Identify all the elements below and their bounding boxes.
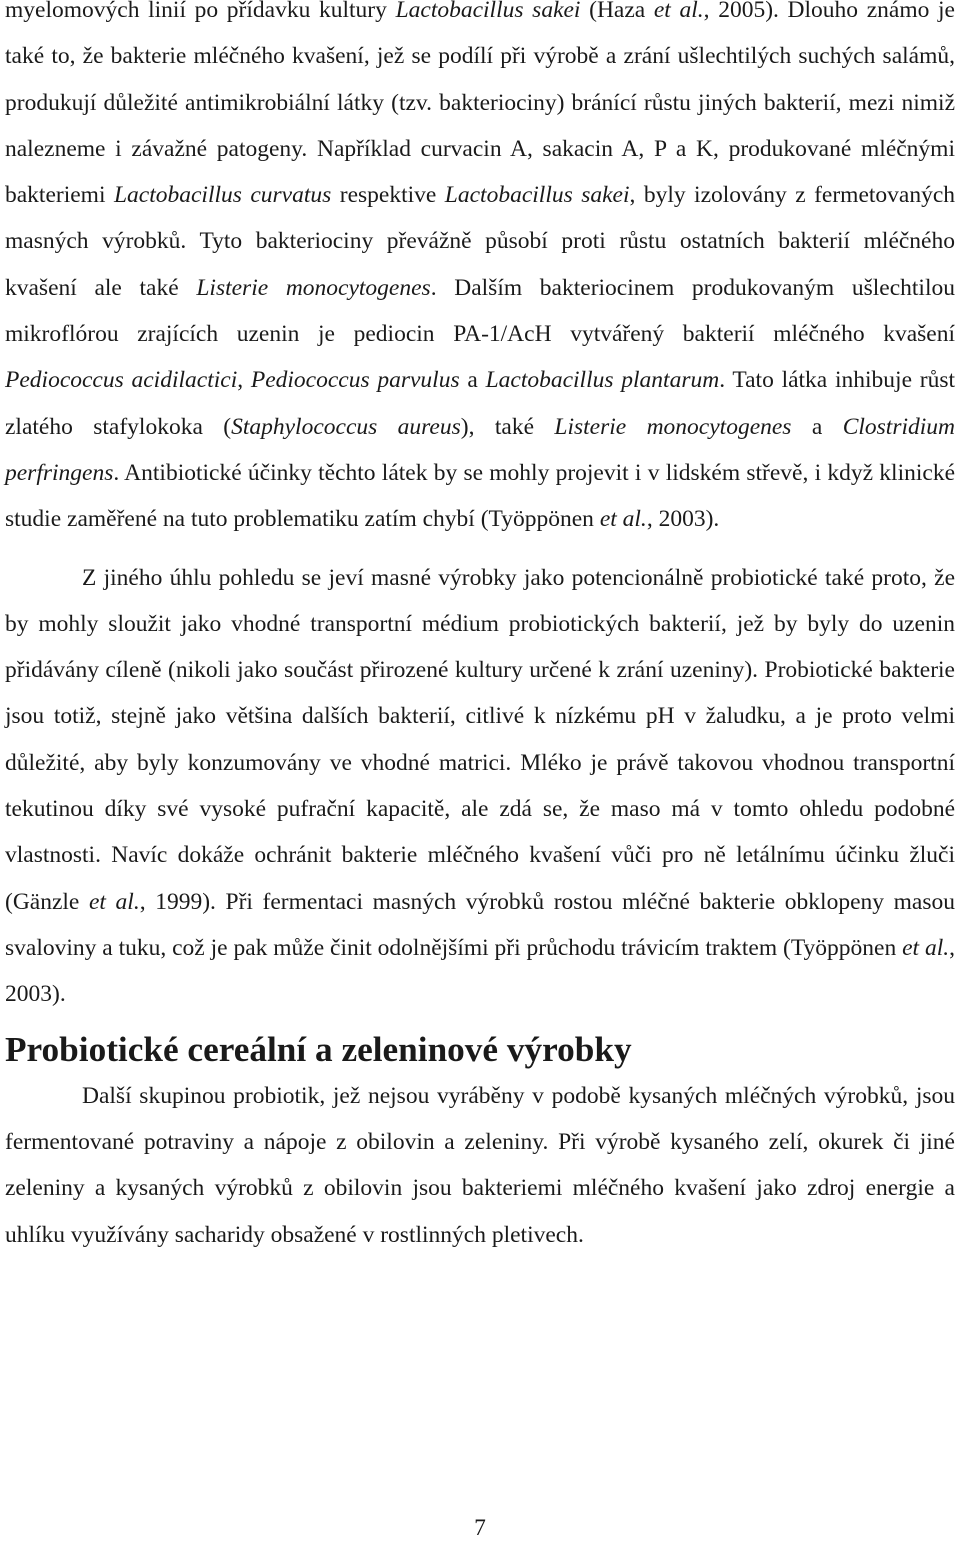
section-heading: Probiotické cereální a zeleninové výrobky [5,1029,632,1069]
text-run: . Antibiotické účinky těchto látek by se mohly projevit i v lidském střevě, i když klinické studie zaměřené na tuto problematiku zatím chybí (Työppönen [5,459,955,533]
italic-text-run: Lactobacillus curvatus [113,182,332,209]
text-run: . Dalším bakteriocinem produkovaným ušlechtilou mikroflórou zrajících uzenin je pediocin PA-1/AcH vytvářený bakterií mléčného kvašení [5,274,955,348]
italic-text-run: et al. [653,0,704,23]
paragraph-cereal-vegetable [5,1073,955,1258]
italic-text-run: Listerie monocytogenes [554,413,792,440]
italic-text-run: et al. [88,888,140,915]
text-run: , byly izolovány z fermetovaných masných výrobků. Tyto bakteriociny převážně působí proti růstu ostatních bakterií mléčného kvašení ale také [5,182,956,301]
text-run: a [791,413,843,440]
text-run: , 2003). [646,506,720,533]
italic-text-run: Lactobacillus sakei [395,0,581,23]
italic-text-run: Pediococcus parvulus [250,367,460,394]
text-run: , 2003). [5,934,955,1008]
text-run: , 2005). Dlouho známo je také to, že bakterie mléčného kvašení, jež se podílí při výrobě a zrání ušlechtilých suchých salámů, produkují důležité antimikrobiální látky (tzv. bakteriociny) bránící růstu jiných bakterií, mezi nimiž nalezneme i závažné patogeny. Například curvacin A, sakacin A, P a K, produkované mléčnými bakteriemi [5,0,955,209]
text-run: Z jiného úhlu pohledu se jeví masné výrobky jako potencionálně probiotické také proto, že by mohly sloužit jako vhodné transportní médium probiotických bakterií, jež by byly do uzenin přidávány cíleně (nikoli jako součást přirozené kultury určené k zrání uzeniny). Probiotické bakterie jsou totiž, stejně jako většina dalších bakterií, citlivé k nízkému pH v žaludku, a je proto velmi důležité, aby byly konzumovány ve vhodné matrici. Mléko je právě takovou vhodnou transportní tekutinou díky své vysoké pufrační kapacitě, ale zdá se, že maso má v tomto ohledu podobné vlastnosti. Navíc dokáže ochránit bakterie mléčného kvašení vůči pro ně letálnímu účinku žluči (Gänzle [5,564,955,915]
text-run: ), také [460,413,555,440]
paragraph-bacteriocins [5,0,955,543]
text-run: (Haza [580,0,654,23]
italic-text-run: Staphylococcus aureus [231,413,461,440]
italic-text-run: Lactobacillus sakei [444,182,630,209]
document-page [5,0,955,1258]
italic-text-run: Pediococcus acidilactici [5,367,238,394]
text-run: . Tato látka inhibuje růst zlatého stafylokoka ( [5,367,956,440]
italic-text-run: Clostridium perfringens [5,413,955,486]
text-run: myelomových linií po přídavku kultury [5,0,396,23]
italic-text-run: et al. [902,934,950,961]
text-run: Další skupinou probiotik, jež nejsou vyráběny v podobě kysaných mléčných výrobků, jsou fermentované potraviny a nápoje z obilovin a zeleniny. Při výrobě kysaného zelí, okurek či jiné zeleniny a kysaných výrobků z obilovin jsou bakteriemi mléčného kvašení jako zdroj energie a uhlíku využívány sacharidy obsažené v rostlinných pletivech. [5,1082,955,1248]
text-run: respektive [331,182,445,209]
paragraph-meat-probiotics [5,555,955,1018]
italic-text-run: Lactobacillus plantarum [485,367,720,394]
page-number: 7 [474,1515,486,1541]
italic-text-run: Listerie monocytogenes [196,274,431,301]
italic-text-run: et al. [599,506,647,533]
text-run: , [237,367,251,394]
text-run: a [459,367,486,394]
text-run: , 1999). Při fermentaci masných výrobků rostou mléčné bakterie obklopeny masou svaloviny a tuku, což je pak může činit odolnějšími při průchodu trávicím traktem (Työppönen [5,888,955,961]
